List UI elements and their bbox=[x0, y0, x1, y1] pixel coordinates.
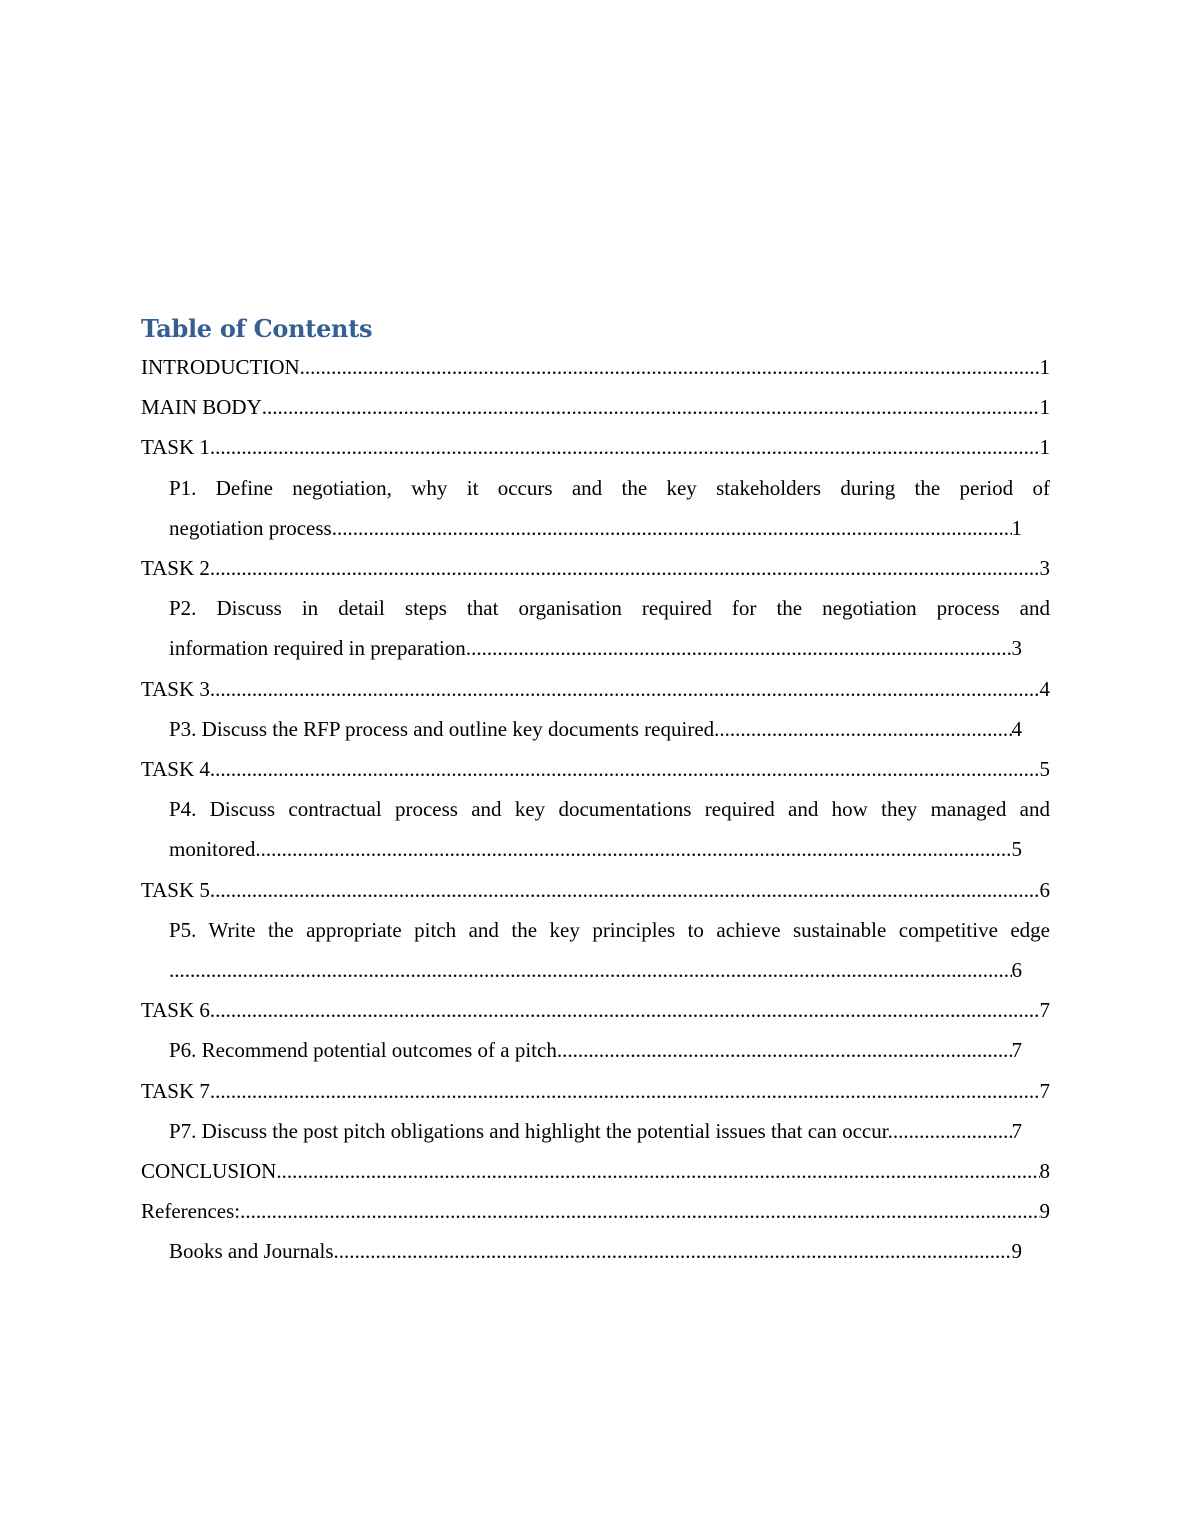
toc-entry-task-2[interactable] bbox=[141, 548, 1050, 588]
dot-leader bbox=[466, 628, 1012, 668]
toc-entry-books-and-journals[interactable] bbox=[141, 1231, 1050, 1271]
toc-entry-task-1[interactable] bbox=[141, 427, 1050, 467]
toc-entry-label: TASK 4 bbox=[141, 757, 210, 782]
dot-leader bbox=[262, 387, 1040, 427]
dot-leader bbox=[169, 950, 1012, 990]
toc-entry-label-line2: negotiation process bbox=[169, 515, 332, 540]
toc-entry-task-3[interactable] bbox=[141, 669, 1050, 709]
toc-entry-page: 1 bbox=[1039, 355, 1050, 379]
dot-leader bbox=[714, 709, 1011, 749]
toc-entry-label: P6. Recommend potential outcomes of a pitch bbox=[169, 1038, 557, 1063]
dot-leader bbox=[276, 1151, 1039, 1191]
dot-leader bbox=[210, 870, 1040, 910]
toc-entry-label: TASK 1 bbox=[141, 435, 210, 460]
toc-entry-label: TASK 2 bbox=[141, 556, 210, 581]
dot-leader bbox=[332, 508, 1012, 548]
dot-leader bbox=[893, 1111, 1012, 1151]
toc-entry-page: 1 bbox=[1039, 395, 1050, 420]
toc-entry-p1[interactable] bbox=[141, 468, 1050, 548]
toc-entry-label: MAIN BODY bbox=[141, 395, 262, 420]
table-of-contents bbox=[141, 311, 1050, 1272]
toc-entry-page: 1 bbox=[1011, 515, 1022, 540]
toc-entry-page: 5 bbox=[1039, 757, 1050, 782]
toc-entry-label: TASK 6 bbox=[141, 998, 210, 1023]
toc-entry-page: 5 bbox=[1011, 837, 1022, 862]
toc-list bbox=[141, 347, 1050, 1272]
dot-leader bbox=[300, 347, 1040, 387]
toc-entry-task-7[interactable] bbox=[141, 1071, 1050, 1111]
toc-entry-page: 7 bbox=[1039, 998, 1050, 1023]
toc-entry-page: 3 bbox=[1039, 556, 1050, 581]
toc-entry-label-line2: information required in preparation bbox=[169, 636, 466, 661]
toc-entry-task-5[interactable] bbox=[141, 870, 1050, 910]
dot-leader bbox=[210, 427, 1040, 467]
toc-entry-page: 9 bbox=[1039, 1199, 1050, 1224]
toc-entry-conclusion[interactable] bbox=[141, 1151, 1050, 1191]
toc-entry-page: 6 bbox=[1039, 877, 1050, 902]
toc-entry-page: 7 bbox=[1011, 1118, 1022, 1143]
dot-leader bbox=[210, 548, 1040, 588]
toc-entry-page: 4 bbox=[1039, 676, 1050, 701]
toc-entry-label-line1: P1. Define negotiation, why it occurs and the key stakeholders during the period of bbox=[169, 475, 1050, 500]
toc-entry-label-line1: P2. Discuss in detail steps that organisation required for the negotiation process and bbox=[169, 596, 1050, 621]
toc-entry-label: TASK 7 bbox=[141, 1078, 210, 1103]
toc-entry-label: INTRODUCTION bbox=[141, 355, 300, 379]
toc-entry-p6[interactable] bbox=[141, 1030, 1050, 1070]
toc-entry-main-body[interactable] bbox=[141, 387, 1050, 427]
toc-entry-page: 1 bbox=[1039, 435, 1050, 460]
dot-leader bbox=[255, 829, 1011, 869]
toc-entry-label-line2: monitored bbox=[169, 837, 256, 862]
toc-entry-task-4[interactable] bbox=[141, 749, 1050, 789]
toc-entry-p4[interactable] bbox=[141, 789, 1050, 869]
toc-entry-page: 9 bbox=[1011, 1239, 1022, 1264]
toc-entry-task-6[interactable] bbox=[141, 990, 1050, 1030]
toc-entry-label: P7. Discuss the post pitch obligations and highlight the potential issues that can occur. bbox=[169, 1118, 893, 1143]
toc-entry-label-line1: P4. Discuss contractual process and key documentations required and how they managed and bbox=[169, 797, 1050, 822]
toc-entry-page: 4 bbox=[1011, 716, 1022, 741]
toc-entry-label: TASK 3 bbox=[141, 676, 210, 701]
toc-entry-label: P3. Discuss the RFP process and outline key documents required bbox=[169, 716, 715, 741]
dot-leader bbox=[210, 1071, 1040, 1111]
toc-entry-label: References: bbox=[141, 1199, 241, 1224]
toc-entry-page: 7 bbox=[1011, 1038, 1022, 1063]
toc-title: Table of Contents bbox=[141, 314, 373, 343]
toc-entry-label: CONCLUSION bbox=[141, 1159, 277, 1184]
dot-leader bbox=[210, 990, 1040, 1030]
toc-entry-introduction[interactable] bbox=[141, 347, 1050, 387]
toc-entry-label: TASK 5 bbox=[141, 877, 210, 902]
toc-entry-label-line1: P5. Write the appropriate pitch and the key principles to achieve sustainable competitive edge bbox=[169, 917, 1050, 942]
toc-entry-p7[interactable] bbox=[141, 1111, 1050, 1151]
dot-leader bbox=[210, 749, 1040, 789]
dot-leader bbox=[557, 1030, 1012, 1070]
toc-entry-p2[interactable] bbox=[141, 588, 1050, 668]
toc-entry-label: Books and Journals bbox=[169, 1239, 334, 1264]
dot-leader bbox=[334, 1231, 1012, 1271]
toc-entry-page: 6 bbox=[1011, 958, 1022, 983]
toc-entry-p3[interactable] bbox=[141, 709, 1050, 749]
toc-entry-page: 3 bbox=[1011, 636, 1022, 661]
toc-entry-references[interactable] bbox=[141, 1191, 1050, 1231]
toc-entry-page: 8 bbox=[1039, 1159, 1050, 1184]
toc-entry-page: 7 bbox=[1039, 1078, 1050, 1103]
dot-leader bbox=[210, 669, 1040, 709]
toc-entry-p5[interactable] bbox=[141, 910, 1050, 990]
dot-leader bbox=[240, 1191, 1039, 1231]
